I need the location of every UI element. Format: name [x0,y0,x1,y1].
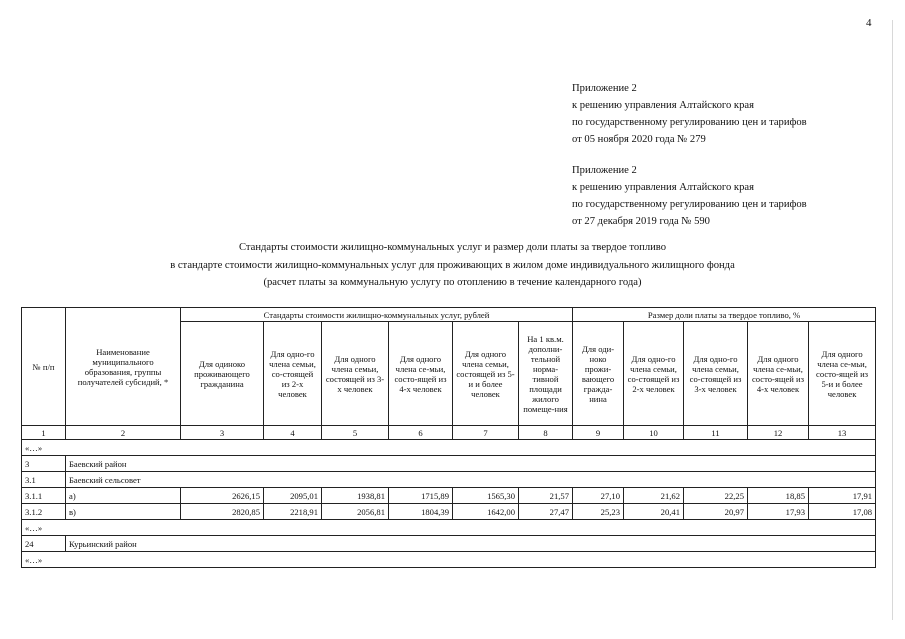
appendix-block-current [572,80,807,148]
appendix-line: к решению управления Алтайского края [572,182,754,193]
value-cell: 21,62 [624,488,684,504]
subheader-standard: Для одного члена се-мьи, состо-ящей из 4-х человек [389,322,453,426]
table-row [22,552,876,568]
title-line: (расчет платы за коммунальную услугу по отоплению в течение календарного года) [263,277,642,288]
table-row [22,456,876,472]
value-cell: 2056,81 [322,504,389,520]
value-cell: 20,97 [684,504,748,520]
appendix-line: по государственному регулированию цен и тарифов [572,117,807,128]
value-cell: 17,93 [748,504,809,520]
col-number: 12 [748,426,809,440]
value-cell: 17,08 [809,504,876,520]
value-cell: 21,57 [519,488,573,504]
row-number: 3 [22,456,66,472]
col-number: 8 [519,426,573,440]
value-cell: 2626,15 [181,488,264,504]
table-row [22,472,876,488]
appendix-line: от 27 декабря 2019 года № 590 [572,216,710,227]
value-cell: 1804,39 [389,504,453,520]
value-cell: 2095,01 [264,488,322,504]
ellipsis-row: «…» [22,520,876,536]
standards-table [21,307,876,568]
group-label: в) [66,504,181,520]
table-row [22,536,876,552]
appendix-line: по государственному регулированию цен и тарифов [572,199,807,210]
col-number: 11 [684,426,748,440]
col-number: 6 [389,426,453,440]
ellipsis-row: «…» [22,440,876,456]
appendix-line: от 05 ноября 2020 года № 279 [572,134,706,145]
table-row [22,488,876,504]
value-cell: 27,47 [519,504,573,520]
col-number: 7 [453,426,519,440]
district-name: Курьинский район [66,536,876,552]
table-row [22,520,876,536]
value-cell: 18,85 [748,488,809,504]
col-number: 10 [624,426,684,440]
subheader-fuel-share: Для оди-ноко прожи-вающего гражда-нина [573,322,624,426]
appendix-line: Приложение 2 [572,165,637,176]
subheader-fuel-share: Для одно-го члена семьи, со-стоящей из 2-х человек [624,322,684,426]
column-number-row [22,426,876,440]
header-group-fuel-share: Размер доли платы за твердое топливо, % [573,308,876,322]
col-number: 2 [66,426,181,440]
subheader-standard: Для одиноко проживающего гражданина [181,322,264,426]
value-cell: 20,41 [624,504,684,520]
row-number: 3.1.1 [22,488,66,504]
title-line: Стандарты стоимости жилищно-коммунальных услуг и размер доли платы за твердое топливо [238,242,667,253]
appendix-line: к решению управления Алтайского края [572,100,754,111]
appendix-line: Приложение 2 [572,83,637,94]
col-number: 1 [22,426,66,440]
subheader-standard: На 1 кв.м. дополни-тельной норма-тивной площади жилого помеще-ния [519,322,573,426]
col-number: 3 [181,426,264,440]
title-line: в стандарте стоимости жилищно-коммунальных услуг для проживающих в жилом доме индивидуального жилищного фонда [170,259,735,271]
subheader-fuel-share: Для одного члена се-мьи, состо-ящей из 4-х человек [748,322,809,426]
row-number: 3.1.2 [22,504,66,520]
value-cell: 1938,81 [322,488,389,504]
district-name: Баевский район [66,456,876,472]
value-cell: 1715,89 [389,488,453,504]
header-name: Наименование муниципального образования, группы получателей субсидий, * [66,308,181,426]
col-number: 5 [322,426,389,440]
value-cell: 1642,00 [453,504,519,520]
header-group-standards: Стандарты стоимости жилищно-коммунальных услуг, рублей [181,308,573,322]
value-cell: 2820,85 [181,504,264,520]
document-title [0,239,905,292]
col-number: 9 [573,426,624,440]
subheader-standard: Для одного члена семьи, состоящей из 5-и и более человек [453,322,519,426]
value-cell: 1565,30 [453,488,519,504]
value-cell: 22,25 [684,488,748,504]
page-number: 4 [866,17,872,29]
table-row [22,504,876,520]
table-row [22,440,876,456]
value-cell: 27,10 [573,488,624,504]
settlement-name: Баевский сельсовет [66,472,876,488]
subheader-fuel-share: Для одного члена се-мьи, состо-ящей из 5-и и более человек [809,322,876,426]
appendix-block-previous [572,162,807,230]
header-num: № п/п [22,308,66,426]
page-edge-shadow [892,20,893,620]
value-cell: 17,91 [809,488,876,504]
row-number: 3.1 [22,472,66,488]
subheader-standard: Для одного члена семьи, состоящей из 3-х человек [322,322,389,426]
value-cell: 25,23 [573,504,624,520]
subheader-fuel-share: Для одно-го члена семьи, со-стоящей из 3-х человек [684,322,748,426]
value-cell: 2218,91 [264,504,322,520]
group-label: а) [66,488,181,504]
subheader-standard: Для одно-го члена семьи, со-стоящей из 2-х человек [264,322,322,426]
col-number: 4 [264,426,322,440]
ellipsis-row: «…» [22,552,876,568]
col-number: 13 [809,426,876,440]
row-number: 24 [22,536,66,552]
